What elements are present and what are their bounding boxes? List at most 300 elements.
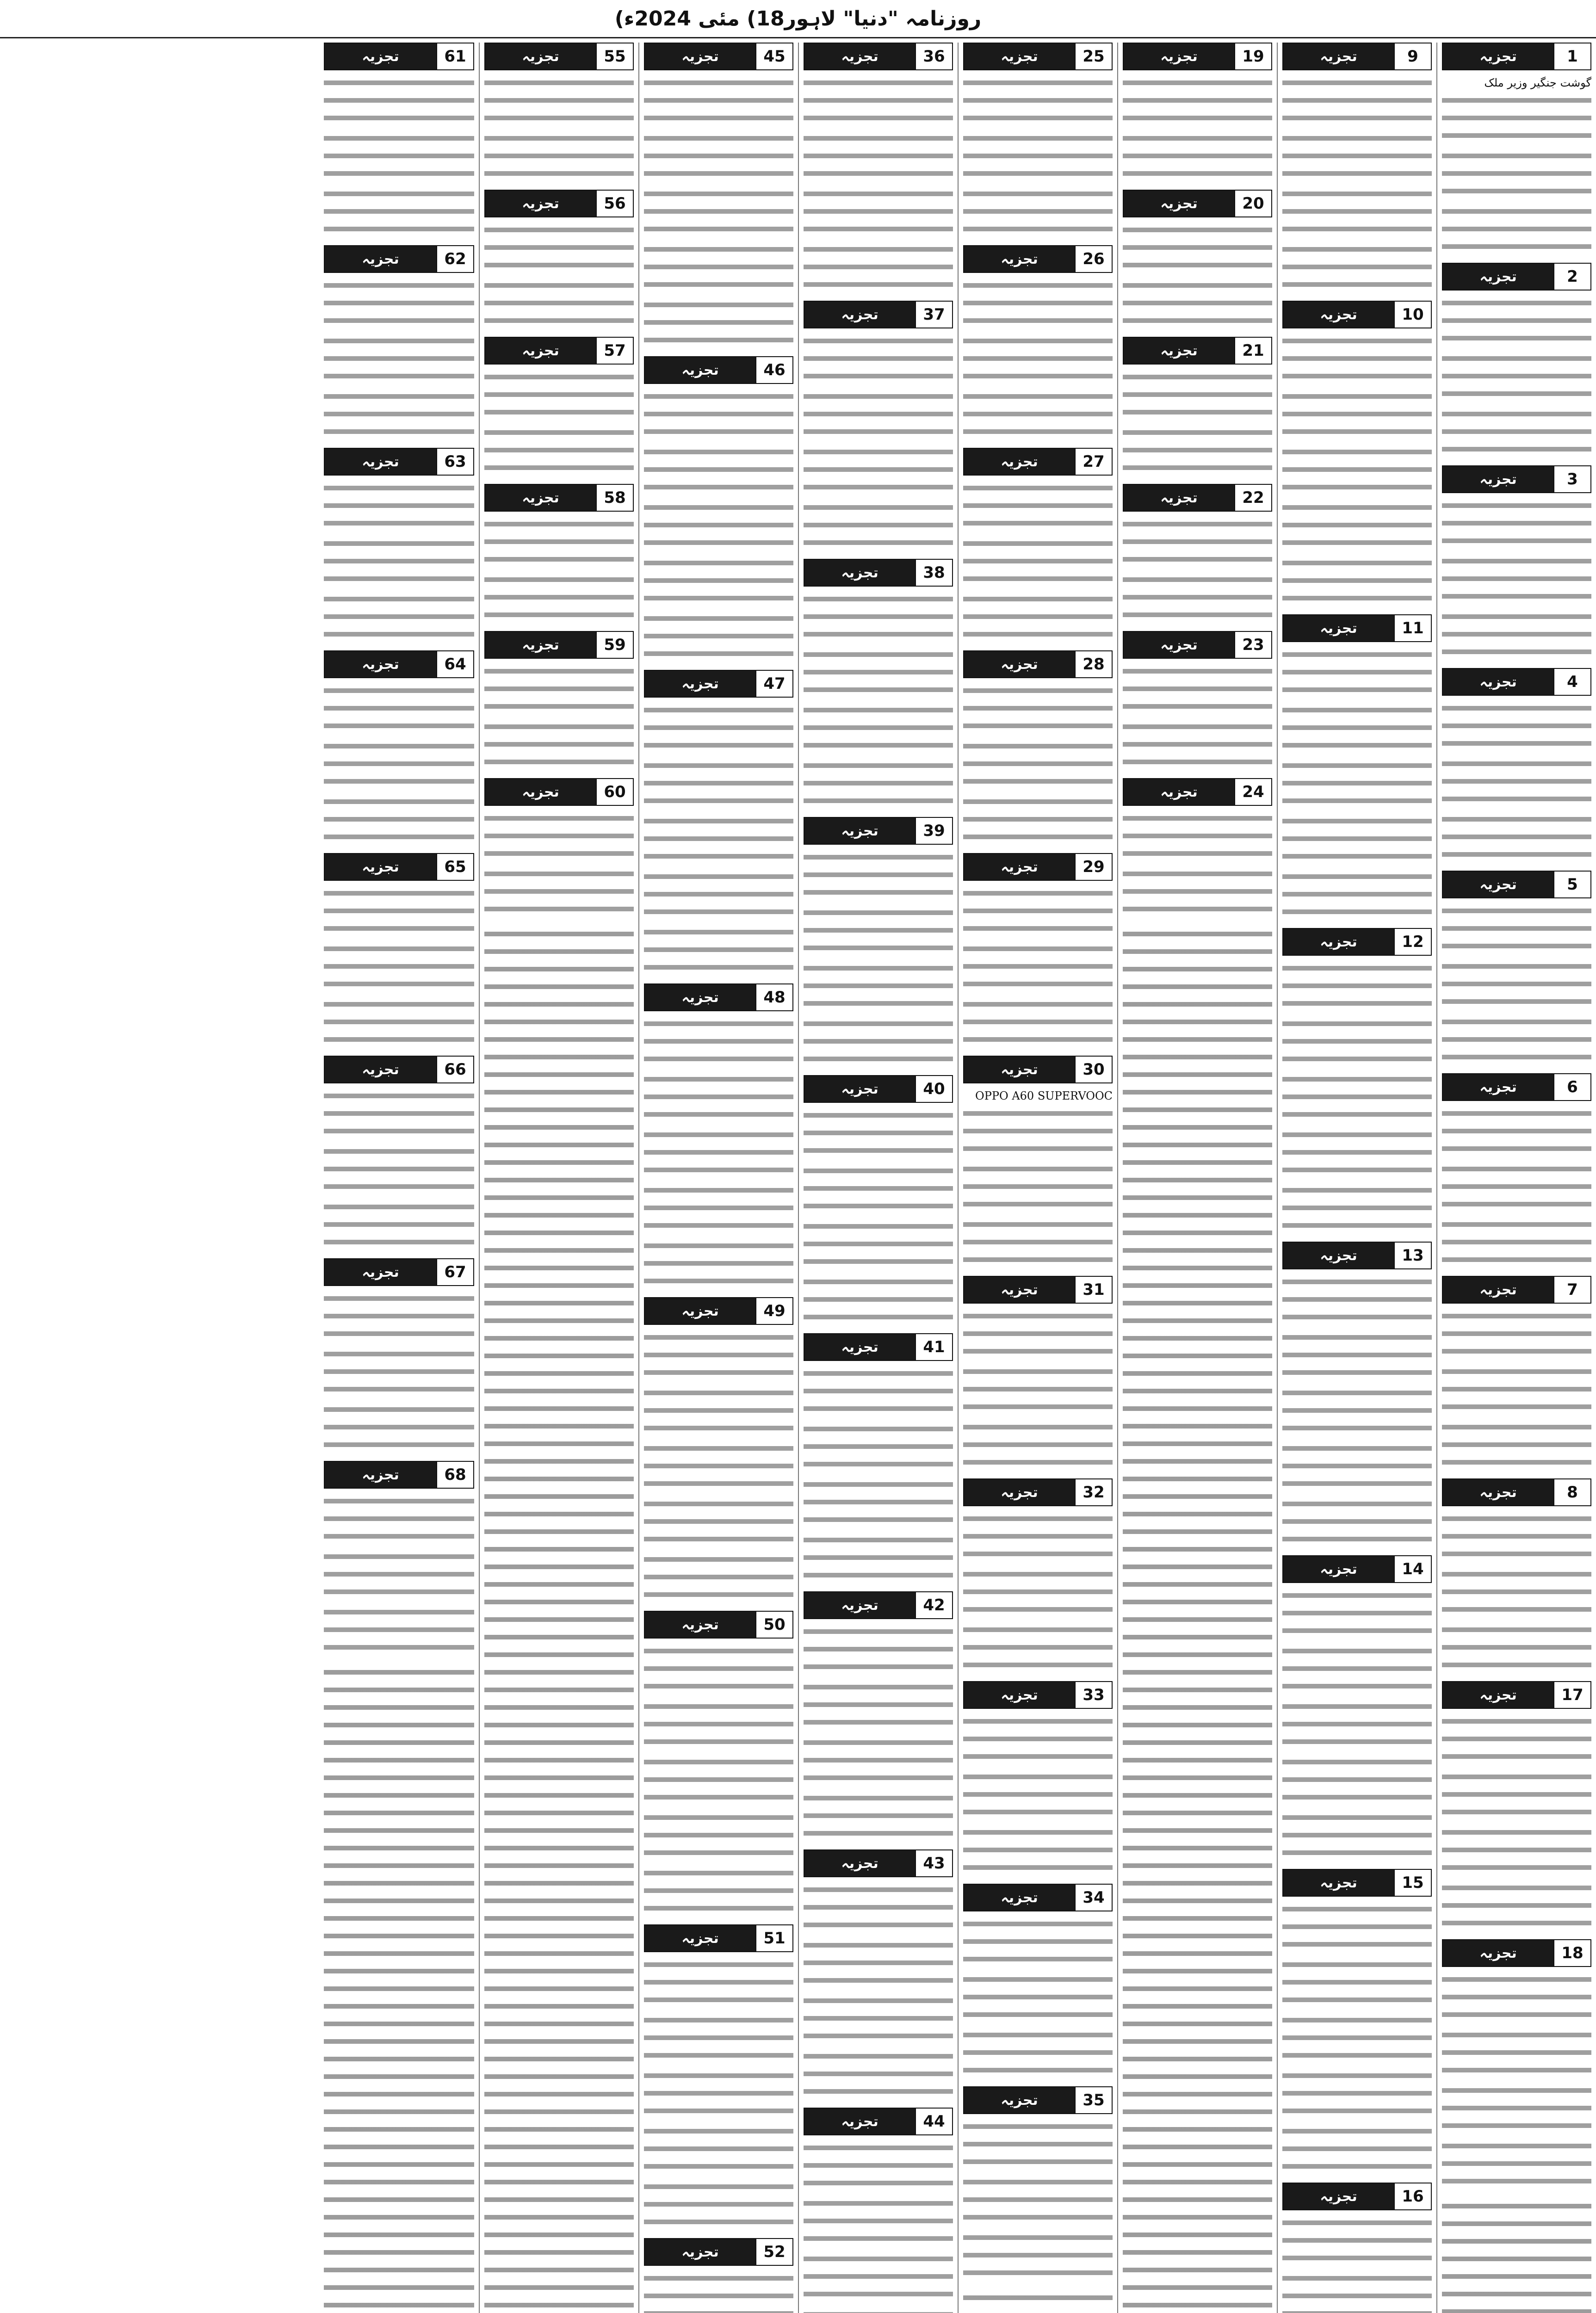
masthead — [0, 0, 1596, 38]
text-lines — [324, 1492, 474, 1545]
item-header — [963, 245, 1113, 273]
classified-item — [1282, 1242, 1432, 1548]
text-lines — [1442, 1879, 1591, 1932]
classified-item — [804, 1591, 953, 1842]
text-lines — [1123, 424, 1272, 476]
item-label: تجزیہ — [1443, 669, 1553, 695]
item-header — [1282, 1555, 1432, 1583]
item-header — [804, 1075, 953, 1103]
text-lines — [1282, 130, 1432, 182]
classified-item — [1442, 1276, 1591, 1471]
text-lines — [804, 2047, 953, 2100]
text-lines — [963, 1216, 1113, 1268]
text-lines — [324, 74, 474, 127]
item-label: تجزیہ — [1283, 302, 1394, 328]
item-header — [963, 448, 1113, 476]
item-number: 31 — [1075, 1277, 1112, 1303]
text-lines — [644, 1864, 793, 1917]
classified-item — [484, 337, 634, 476]
classified-item — [644, 1611, 793, 1917]
item-header — [1442, 668, 1591, 696]
classified-item — [644, 1924, 793, 2231]
text-lines — [644, 1698, 793, 1750]
text-lines — [644, 1329, 793, 1381]
classified-item — [644, 2238, 793, 2313]
item-label: تجزیہ — [964, 1479, 1075, 1505]
text-lines — [804, 959, 953, 1012]
text-lines — [1282, 499, 1432, 551]
item-number: 24 — [1234, 779, 1271, 805]
text-lines — [1282, 1384, 1432, 1437]
item-label: تجزیہ — [325, 1057, 436, 1082]
text-lines — [804, 1789, 953, 1842]
item-number: 62 — [436, 246, 473, 272]
text-lines — [963, 1621, 1113, 1674]
item-label: تجزیہ — [1443, 1940, 1553, 1966]
text-lines — [1282, 74, 1432, 127]
item-number: 12 — [1394, 929, 1431, 955]
text-lines — [1442, 958, 1591, 1010]
text-lines — [324, 1345, 474, 1398]
text-lines — [1282, 1329, 1432, 1381]
text-lines — [324, 1143, 474, 1195]
item-label: تجزیہ — [964, 854, 1075, 880]
text-lines — [804, 2306, 953, 2313]
item-label: تجزیہ — [645, 671, 755, 697]
news-column — [1117, 43, 1277, 2313]
item-header — [963, 43, 1113, 70]
item-header — [324, 245, 474, 273]
text-lines — [484, 424, 634, 476]
text-lines — [804, 1992, 953, 2045]
classified-item — [1282, 43, 1432, 293]
classified-item — [1282, 614, 1432, 921]
item-label: تجزیہ — [1124, 632, 1234, 658]
text-lines — [644, 185, 793, 238]
text-lines — [484, 810, 634, 862]
text-lines — [644, 443, 793, 496]
text-lines — [1282, 1181, 1432, 1234]
text-lines — [324, 1087, 474, 1140]
text-lines — [1282, 1642, 1432, 1695]
item-label: تجزیہ — [485, 485, 596, 511]
text-lines — [804, 388, 953, 440]
item-label: تجزیہ — [1443, 466, 1553, 492]
item-header — [1442, 263, 1591, 291]
classified-item — [804, 43, 953, 293]
item-header — [963, 1056, 1113, 1083]
classified-item — [644, 1297, 793, 1603]
classified-item — [324, 650, 474, 846]
text-lines — [484, 74, 634, 127]
classified-item — [1282, 2183, 1432, 2313]
text-lines — [644, 812, 793, 865]
text-lines — [1442, 810, 1591, 863]
classified-item — [963, 1478, 1113, 1674]
text-lines — [804, 646, 953, 699]
text-lines — [324, 1603, 474, 1656]
text-lines — [963, 1418, 1113, 1471]
text-lines — [644, 1384, 793, 1437]
text-lines — [1282, 757, 1432, 810]
text-lines — [1123, 515, 1272, 568]
classified-item — [804, 817, 953, 1068]
text-lines — [1282, 185, 1432, 238]
text-lines — [1123, 130, 1272, 182]
item-header — [1282, 1242, 1432, 1269]
classified-item — [963, 1884, 1113, 2079]
text-lines — [963, 590, 1113, 643]
text-lines — [1282, 1698, 1432, 1750]
text-lines — [804, 1881, 953, 1934]
classified-item — [1442, 43, 1591, 255]
classified-item — [484, 43, 634, 182]
classified-item — [1123, 337, 1272, 476]
text-lines — [644, 499, 793, 551]
classified-item — [484, 778, 634, 918]
classified-item — [484, 631, 634, 771]
item-header — [644, 670, 793, 698]
item-number: 20 — [1234, 191, 1271, 216]
classified-item — [963, 853, 1113, 1048]
item-number: 27 — [1075, 449, 1112, 475]
item-number: 23 — [1234, 632, 1271, 658]
text-lines — [963, 1768, 1113, 1821]
item-number: 58 — [596, 485, 633, 511]
text-lines — [644, 130, 793, 182]
item-header — [484, 484, 634, 512]
item-label: تجزیہ — [1283, 615, 1394, 641]
text-lines — [644, 2067, 793, 2120]
item-header — [484, 190, 634, 217]
item-number: 37 — [915, 302, 952, 328]
item-header — [804, 559, 953, 587]
text-lines — [804, 1365, 953, 1417]
classified-item — [963, 1056, 1113, 1268]
text-lines — [1442, 1363, 1591, 1416]
classified-item — [1282, 1555, 1432, 1862]
text-lines — [1442, 147, 1591, 200]
text-lines — [1123, 718, 1272, 771]
classified-item — [1442, 668, 1591, 863]
item-header — [644, 1297, 793, 1325]
item-number: 21 — [1234, 338, 1271, 364]
item-text: گوشت جنگیر وزیر ملک — [1484, 76, 1591, 89]
text-lines — [804, 1162, 953, 1215]
text-lines — [1282, 2067, 1432, 2120]
item-header — [484, 43, 634, 70]
text-lines — [963, 388, 1113, 440]
item-number: 32 — [1075, 1479, 1112, 1505]
item-number: 15 — [1394, 1870, 1431, 1896]
item-number: 29 — [1075, 854, 1112, 880]
text-lines — [1282, 2214, 1432, 2267]
classified-item — [324, 245, 474, 440]
text-lines — [1442, 2197, 1591, 2313]
text-lines — [1282, 1126, 1432, 1179]
text-lines — [1442, 1768, 1591, 1821]
classified-item — [644, 670, 793, 976]
item-number: 44 — [915, 2109, 952, 2134]
text-lines — [804, 904, 953, 957]
text-lines — [804, 2195, 953, 2247]
item-number: 63 — [436, 449, 473, 475]
item-number: 5 — [1553, 872, 1590, 897]
text-lines — [1123, 221, 1272, 274]
item-label: تجزیہ — [325, 246, 436, 272]
text-lines — [1442, 1713, 1591, 1765]
item-label: تجزیہ — [325, 449, 436, 475]
text-lines — [1123, 277, 1272, 329]
text-lines — [1282, 701, 1432, 754]
classified-item — [963, 245, 1113, 440]
text-lines — [1442, 2082, 1591, 2134]
item-number: 4 — [1553, 669, 1590, 695]
text-lines — [1282, 2011, 1432, 2064]
item-number: 9 — [1394, 43, 1431, 69]
item-number: 30 — [1075, 1057, 1112, 1082]
text-lines — [1442, 1216, 1591, 1268]
news-column — [798, 43, 958, 2313]
text-lines — [963, 1713, 1113, 1765]
text-lines — [324, 479, 474, 532]
text-lines — [644, 1642, 793, 1695]
text-lines — [804, 1273, 953, 1326]
classified-item — [484, 484, 634, 624]
item-label: تجزیہ — [964, 1885, 1075, 1911]
item-number: 22 — [1234, 485, 1271, 511]
text-lines — [963, 737, 1113, 790]
classified-item — [804, 1333, 953, 1584]
item-header — [804, 817, 953, 845]
item-header — [324, 1461, 474, 1489]
text-lines — [484, 718, 634, 771]
text-lines — [644, 1181, 793, 1234]
item-header — [1442, 43, 1591, 70]
item-header — [1282, 1869, 1432, 1897]
item-label: تجزیہ — [645, 1925, 755, 1951]
classified-item — [804, 1849, 953, 2100]
text-lines — [324, 590, 474, 643]
item-number: 10 — [1394, 302, 1431, 328]
item-header — [1442, 1276, 1591, 1304]
text-lines — [644, 1956, 793, 2009]
text-lines — [324, 130, 474, 182]
classified-item — [1442, 263, 1591, 458]
item-header — [1442, 871, 1591, 898]
item-label: تجزیہ — [645, 1612, 755, 1638]
text-lines — [644, 701, 793, 754]
news-columns — [0, 43, 1596, 2313]
item-label: تجزیہ — [1443, 43, 1553, 69]
item-label: تجزیہ — [485, 338, 596, 364]
text-lines — [1442, 902, 1591, 955]
text-lines — [484, 925, 634, 2313]
text-lines — [804, 185, 953, 238]
text-lines — [484, 277, 634, 329]
text-lines — [484, 662, 634, 715]
item-number: 60 — [596, 779, 633, 805]
item-label: تجزیہ — [325, 1259, 436, 1285]
item-number: 34 — [1075, 1885, 1112, 1911]
item-header — [804, 2108, 953, 2135]
text-lines — [1282, 1900, 1432, 1953]
text-lines — [644, 1070, 793, 1123]
text-lines — [1282, 1956, 1432, 2009]
item-label: تجزیہ — [804, 43, 915, 69]
classified-item — [324, 1258, 474, 1453]
text-lines — [324, 1664, 474, 2313]
text-lines — [804, 1218, 953, 1270]
item-header — [804, 1591, 953, 1619]
item-header — [644, 2238, 793, 2266]
text-lines — [324, 535, 474, 588]
text-lines — [1442, 699, 1591, 752]
item-label: تجزیہ — [964, 43, 1075, 69]
item-label: تجزیہ — [1283, 929, 1394, 955]
text-lines — [644, 74, 793, 127]
item-label: تجزیہ — [804, 302, 915, 328]
item-number: 61 — [436, 43, 473, 69]
item-header — [804, 1333, 953, 1361]
item-header — [1282, 928, 1432, 956]
item-header — [324, 43, 474, 70]
text-lines — [644, 1495, 793, 1548]
item-label: تجزیہ — [1443, 1479, 1553, 1505]
text-lines — [484, 515, 634, 568]
classified-item — [1282, 928, 1432, 1234]
classified-item — [963, 1276, 1113, 1471]
text-lines — [324, 1198, 474, 1251]
text-lines — [804, 757, 953, 810]
classified-item — [1282, 301, 1432, 607]
classified-item — [1123, 43, 1272, 182]
text-lines — [963, 2118, 1113, 2171]
classified-item — [1442, 871, 1591, 1066]
item-number: 40 — [915, 1076, 952, 1102]
text-lines — [324, 388, 474, 440]
item-number: 55 — [596, 43, 633, 69]
classified-item — [804, 2108, 953, 2313]
item-label: تجزیہ — [964, 449, 1075, 475]
text-lines — [1442, 1621, 1591, 1674]
text-lines — [963, 1105, 1113, 1157]
text-lines — [804, 590, 953, 643]
text-lines — [963, 884, 1113, 937]
item-number: 35 — [1075, 2087, 1112, 2113]
text-lines — [963, 479, 1113, 532]
item-header — [1442, 1073, 1591, 1101]
item-number: 13 — [1394, 1243, 1431, 1268]
item-header — [1442, 465, 1591, 493]
text-lines — [804, 701, 953, 754]
item-header — [1282, 2183, 1432, 2210]
item-label: تجزیہ — [804, 818, 915, 844]
text-lines — [644, 2178, 793, 2231]
text-lines — [1282, 1753, 1432, 1806]
text-lines — [1282, 868, 1432, 921]
text-lines — [324, 793, 474, 846]
item-label: تجزیہ — [485, 779, 596, 805]
text-lines — [1282, 1015, 1432, 1068]
text-lines — [1282, 1440, 1432, 1492]
classified-item — [963, 650, 1113, 846]
text-lines — [1282, 959, 1432, 1012]
classified-item — [963, 43, 1113, 238]
item-number: 2 — [1553, 264, 1590, 290]
text-lines — [963, 1363, 1113, 1416]
text-lines — [1282, 332, 1432, 385]
text-lines — [963, 682, 1113, 735]
text-lines — [484, 571, 634, 624]
item-number: 18 — [1553, 1940, 1590, 1966]
text-lines — [1282, 443, 1432, 496]
text-lines — [963, 535, 1113, 588]
text-lines — [1282, 1495, 1432, 1548]
item-label: تجزیہ — [804, 2109, 915, 2134]
classified-item — [963, 448, 1113, 643]
text-lines — [963, 1824, 1113, 1876]
text-lines — [1123, 925, 1272, 2313]
item-number: 46 — [755, 357, 792, 383]
classified-item — [484, 190, 634, 329]
text-lines — [644, 1551, 793, 1603]
classified-item — [324, 853, 474, 1048]
item-number: 45 — [755, 43, 792, 69]
text-lines — [963, 74, 1113, 127]
text-lines — [484, 130, 634, 182]
text-lines — [324, 1548, 474, 1601]
text-lines — [644, 757, 793, 810]
item-number: 50 — [755, 1612, 792, 1638]
classified-item — [1282, 1869, 1432, 2175]
item-label: تجزیہ — [1283, 1870, 1394, 1896]
text-lines — [804, 74, 953, 127]
text-lines — [804, 1015, 953, 1068]
classified-item — [804, 301, 953, 551]
text-lines — [324, 332, 474, 385]
text-lines — [1282, 646, 1432, 699]
masthead-title: روزنامہ "دنیا" لاہور18) مئی 2024ء) — [614, 6, 982, 31]
item-label: تجزیہ — [1124, 43, 1234, 69]
item-number: 42 — [915, 1592, 952, 1618]
text-lines — [1123, 571, 1272, 624]
classified-item — [1442, 1681, 1591, 1932]
text-lines — [963, 332, 1113, 385]
item-header — [804, 43, 953, 70]
item-header — [1442, 1681, 1591, 1709]
item-number: 51 — [755, 1925, 792, 1951]
item-number: 28 — [1075, 651, 1112, 677]
text-lines — [963, 940, 1113, 993]
item-header — [324, 448, 474, 476]
item-label: تجزیہ — [645, 1298, 755, 1324]
item-header — [484, 631, 634, 659]
item-label: تجزیہ — [645, 43, 755, 69]
text-lines — [804, 443, 953, 496]
text-lines — [963, 277, 1113, 329]
item-header — [644, 1924, 793, 1952]
text-lines — [1442, 1105, 1591, 1157]
text-lines — [804, 1420, 953, 1473]
classified-item — [804, 1075, 953, 1326]
item-number: 41 — [915, 1334, 952, 1360]
text-lines — [1282, 1809, 1432, 1862]
classified-item — [1123, 631, 1272, 771]
text-lines — [324, 884, 474, 937]
text-lines — [1123, 368, 1272, 421]
text-lines — [1282, 554, 1432, 607]
